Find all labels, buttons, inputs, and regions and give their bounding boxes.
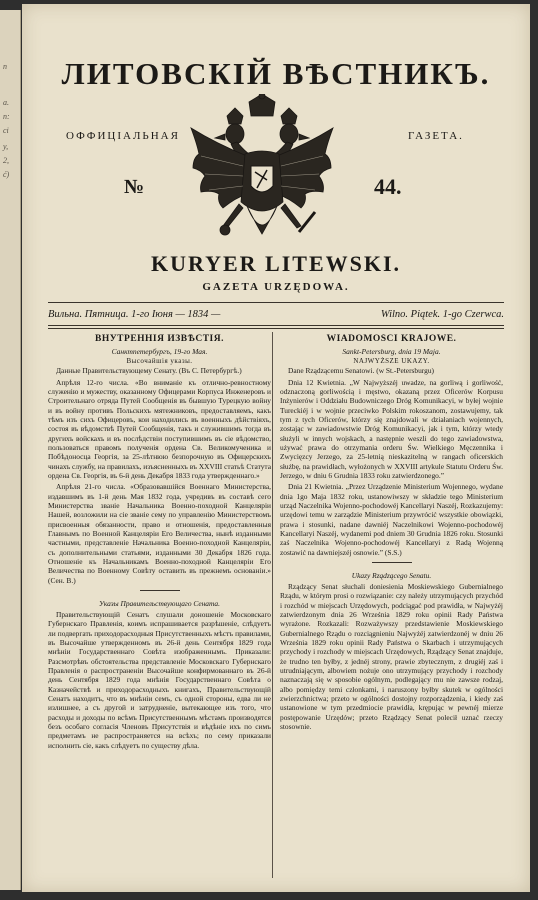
issue-number: 44. xyxy=(374,174,402,199)
dateline xyxy=(48,309,504,320)
masthead-title-pl: KURYER LITEWSKI. xyxy=(150,251,402,276)
article-paragraph: Данные Правительствующему Сенату. (Въ С. Петербургѣ.) xyxy=(56,366,242,376)
right-column-polish xyxy=(280,334,503,878)
left-subhead: Высочайшія указы. xyxy=(126,357,193,365)
previous-page-mark: n: xyxy=(3,112,10,121)
right-separator xyxy=(372,562,412,563)
newspaper-page xyxy=(22,4,530,892)
masthead-title-ru: ЛИТОВСКІЙ ВѢСТНИКЪ. xyxy=(61,56,491,91)
left-paragraphs xyxy=(48,366,271,585)
previous-page-mark: y, xyxy=(3,142,9,151)
left-paragraphs-2 xyxy=(48,610,271,750)
left-column-russian xyxy=(48,334,271,878)
previous-page-mark: ci xyxy=(3,126,9,135)
article-paragraph: Dnia 21 Kwietnia. „Przez Urządzenie Ministerium Wojennego, wydane dnia 1go Maja 1832 roku, ustanowiwszy w składzie tego Ministerium urząd Naczelnika Wojenno-pochodowéj Kancellaryi Naszéj, Rozkazujemy: urzędowi temu w zarządzie Ministerium przywrócić wszystkie obowiązki, prawa i stosunki, nadane dawniéj Naczelnikowi Wojenno-pochodowéj Kancellaryi Naszéj, wydanemi pod dniem 30 Grudnia 1826 roku. Stosunki zaś Naczelnika Wojenno-pochodowéj Kancellaryi z Radą Wojenną zostawić na dawniejszéj osnowie.” (S.S.) xyxy=(280,482,503,557)
left-block2-heading: Указы Правительствующаго Сената. xyxy=(99,598,220,608)
right-section-heading: WIADOMOŚCI KRAJOWE. xyxy=(326,334,457,344)
article-paragraph: Апрѣля 21-го числа. «Образовавшійся Военнаго Министерства, издавшимъ въ 1-й день Мая 1832 года, учредивъ въ составѣ сего Министерства званіе Начальника Военно-походной Канцеляріи Нашей, возложили на сіе званіе сему по управленію Министерствомъ присвоенныя обязанности, право и отношенія, предоставленныя Главнымъ по Военной Канцеляріи Его Величества, нынѣ изданными частными, представленіе Начальника Военно-походной Канцеляріи, съ дополнительными статьями, изданными 30 Декабря 1826 года. Отношеніе къ Начальникамъ Военно-походной Канцеляріи Его Величества по Военному Совѣту оставить въ прежнемъ основаніи.» (Сен. В.) xyxy=(48,482,271,585)
article-paragraph: Dane Rządzącemu Senatowi. (w St.-Petersburgu) xyxy=(288,366,434,376)
issue-prefix: № xyxy=(124,176,145,198)
dateline-pl: Wilno. Piątek. 1-go Czerwca. xyxy=(380,309,504,320)
previous-page-mark: 2, xyxy=(3,156,9,165)
official-label: ОФФИЦІАЛЬНАЯ xyxy=(66,130,180,142)
column-divider xyxy=(272,332,273,878)
right-paragraphs xyxy=(280,366,503,557)
dateline-bottom-rule xyxy=(48,325,504,326)
previous-page-mark: a. xyxy=(3,98,9,107)
dateline-bottom-rule-2 xyxy=(48,328,504,329)
previous-page-edge xyxy=(0,10,21,890)
article-paragraph: Апрѣля 12-го числа. «Во вниманіе къ отлично-ревностному служенію и мужеству, оказанному Офицерами Корпуса Инженеровъ и Строительнаго отряда Путей Сообщенія въ бывшую Турецкую войну и въ войну противъ Польскихъ мятежниковъ, предоставляемъ, какъ тѣмъ изъ сихъ Офицеровъ, кои находились въ военныхъ дѣйствіяхъ, состоя въ вѣдомствѣ Путей Сообщенія, такъ и служившимъ тогда въ другихъ войскахъ и въ послѣдствіи поступившимъ въ сіе вѣдомство, пользоваться правомъ полученія ордена Св. Великомученика и Побѣдоносца Георгія, за 25-лѣтнюю безпорочную въ Офицерскихъ чинахъ службу, на правилахъ, изъясненныхъ въ XXVIII статьѣ Статута ордена Св. Георгія, въ 6-й день Декабря 1833 года утвержденнаго.» xyxy=(48,377,271,480)
left-section-heading: ВНУТРЕННІЯ ИЗВѢСТІЯ. xyxy=(94,334,224,344)
gazeta-label: ГАЗЕТА. xyxy=(408,130,464,142)
double-headed-eagle-icon xyxy=(187,94,337,249)
right-paragraphs-2 xyxy=(280,582,503,731)
right-dateline: Sankt-Petersburg, dnia 19 Maja. xyxy=(342,347,441,356)
article-paragraph: Правительствующій Сенатъ слушали доношеніе Московскаго Губернскаго Правленія, коимъ испрашивается разрѣшеніе, слѣдуетъ ли подвергать приходорасходныя Присутственныхъ мѣстъ правилами, въ Высочайше утвержденномъ въ 26-й день Сентября 1829 года мнѣніи Государственнаго Совѣта изображеннымъ. Приказали: Разсмотрѣвъ обстоятельства представленіе Московскаго Губернскаго Правленія о распространеніи Высочайше конфирмованнаго въ 26-й день Сентября 1829 года мнѣнія Государственнаго Совѣта о Казначействѣ и приходорасходныхъ книгахъ, Правительствующій Сенатъ находитъ, что въ мнѣніи семъ, съ одной стороны, едва ли не излишнее, а съ другой и затрудненіе, вытекающее изъ того, что расходы и доходы по всѣмъ Присутственнымъ мѣстамъ производятся безъ особаго согласія Членовъ Присутствія и вѣдѣніе ихъ по симъ предметамъ не распространяется на всѣхъ; по сему приказали исполнить сіе, какъ слѣдуетъ по существу дѣла. xyxy=(48,609,271,750)
right-block2-heading: Ukazy Rządzącego Senatu. xyxy=(351,570,432,580)
dateline-top-rule xyxy=(48,302,504,303)
right-subhead: NAJWYŻSZE UKAZY. xyxy=(353,357,430,365)
article-paragraph: Rządzący Senat słuchali doniesienia Moskiewskiego Gubernialnego Rządu, w którym prosi o rozwiązanie: czy należy utrzymujących przychód i rozchód w miejscach Urzędowych, podciągać pod prawidła, w Najwyżéj zatwierdzonym dnia 26 Września 1829 roku opinii Rady Państwa wyrażone. Rozkazali: Rozważywszy przedstawienie Moskiewskiego Gubernialnego Rządu o rozciągnieniu Najwyżéj zatwierdzonéj w dniu 26 Września 1829 roku opinii Rady Państwa o Skarbach i utrzymujących przychody i rozchody w miejscach Urzędowych, Rządzący Senat znajduje, że trudno ten byłby, z jednéj strony, prawie zbytecznym, z drugiéj zaś i utrudniającym, albowiem nożuje ono utrzymujący przychody i rozchody naznaczają się w sposobie ogólnym, podlegający mu nie zawsze rodzaj, albo pomiędzy temi członkami, i naruszony byłby skutek w ogólności zwierzchnictwa; przeto w ogólności dostojny rozporządzenia, i kiedy zaś ustanowione w tym przedmiocie prawidła, krępując w pewnéj mierze postępowanie Urzędów; przeto Rządzący Senat polecił uznać rzeczy stosownie. xyxy=(280,581,503,731)
left-separator xyxy=(140,590,180,591)
article-paragraph: Dnia 12 Kwietnia. „W Najwyższéj uwadze, na gorliwą i gorliwość, odznaczoną gorliwością i męstwo, okazaną przez Oficerów Korpusu Inżynierów i Oddziału Budowniczego Dróg Komunikacyi, w byłej wojnie Tureckiéj i w wojnie przeciwko Polskim rokoszanom, zostawujemy, tak tym z tych Oficerów, którzy się znajdowali w działaniach wojennych, zostając w zawiadowstwie Dróg Komunikacyi, jak i tym, którzy wtedy służyli w innych wojskach, a następnie weszli do tego zawiadowstwa, używać prawa do otrzymania orderu Św. Wielkiego Męczennika i Zwycięzcy Jerzego, za 25-letnią nieskazitelną w rangach oficerskich służbę, na prawidłach, wyłożonych w XXVIII artykule Statutu Orderu Św. Jerzego, w dniu 6 Grudnia 1833 roku zatwierdzonego.” xyxy=(280,377,503,480)
dateline-ru: Вильна. Пятница. 1-го Іюня — 1834 — xyxy=(48,309,221,320)
masthead-subtitle-pl: GAZETA URZĘDOWA. xyxy=(202,281,350,293)
previous-page-mark: n xyxy=(3,62,7,71)
previous-page-mark: ć) xyxy=(3,170,10,179)
left-dateline: Санктпетербургъ, 19-го Мая. xyxy=(111,347,208,356)
